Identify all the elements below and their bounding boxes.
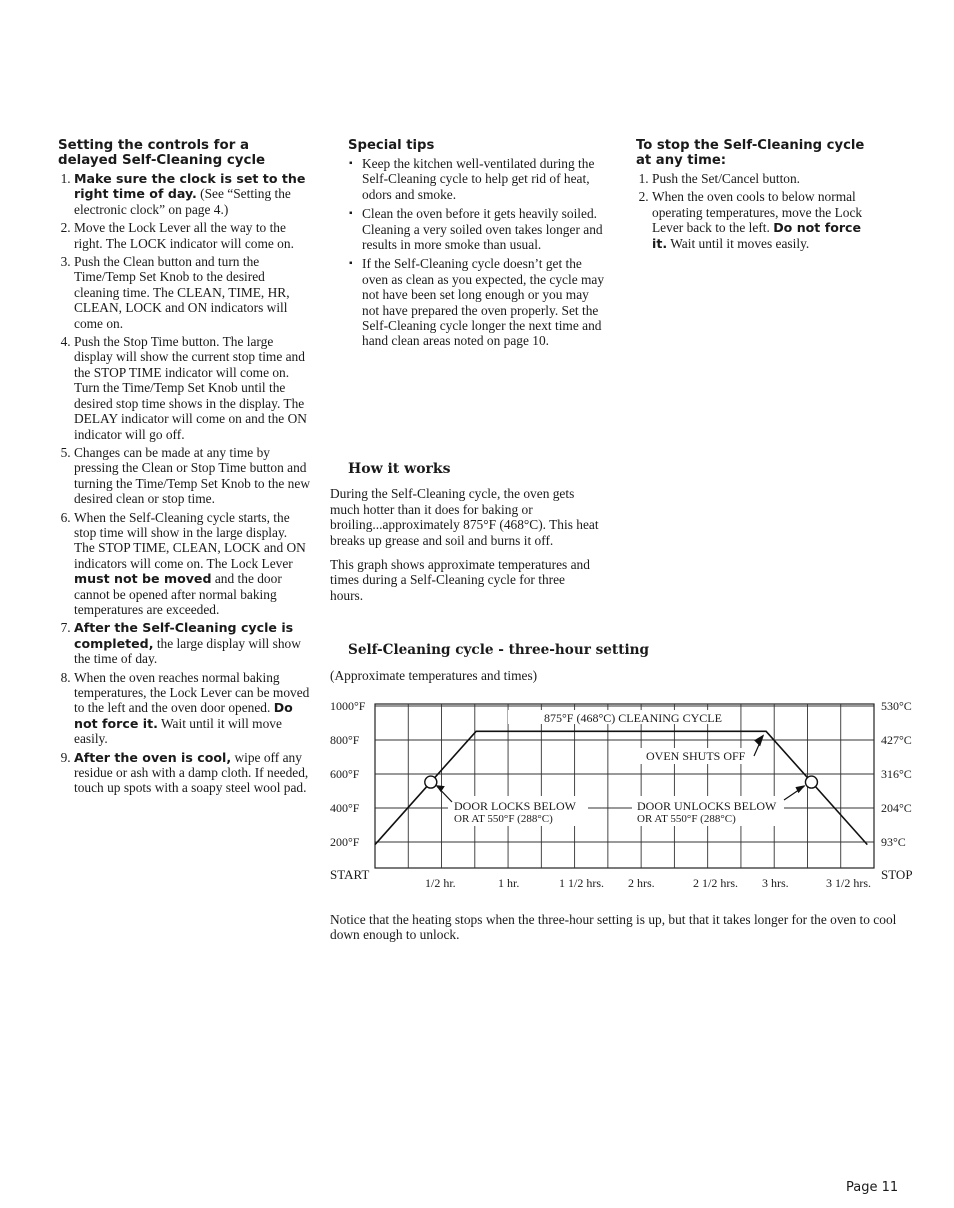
- step-text: When the oven reaches normal baking temperatures, the Lock Lever can be moved to the left and the oven door opened.: [74, 669, 310, 716]
- x-axis-tick-label: 1 1/2 hrs.: [559, 876, 604, 890]
- x-axis-tick-label: 1 hr.: [498, 876, 520, 890]
- cleaning-cycle-label: 875°F (468°C) CLEANING CYCLE: [544, 711, 722, 725]
- stop-cycle-heading: To stop the Self-Cleaning cycle at any time:: [636, 138, 865, 168]
- lock-arrowhead: [436, 785, 445, 792]
- graph-notice: Notice that the heating stops when the three-hour setting is up, but that it takes longer for the oven to cool down enough to unlock.: [330, 912, 897, 943]
- col1-step: [74, 510, 310, 618]
- y-axis-tick-celsius: 204°C: [881, 801, 912, 815]
- tip-item: ▪ If the Self-Cleaning cycle doesn’t get the oven as clean as you expected, the cycle may not have been set long enough or you may not have prepared the oven properly. Set the Self-Cleaning cycle longer the next time and hand clean areas noted on page 10.: [348, 256, 606, 348]
- step-emphasis: After the Self-Cleaning cycle is completed,: [74, 620, 294, 651]
- y-axis-tick-fahrenheit: 400°F: [330, 801, 360, 815]
- tip-item: ▪ Keep the kitchen well-ventilated during the Self-Cleaning cycle to help get rid of heat, odors and smoke.: [348, 156, 606, 202]
- y-axis-tick-fahrenheit: 800°F: [330, 733, 360, 747]
- self-cleaning-temperature-chart: [0, 690, 954, 890]
- y-axis-tick-fahrenheit: 600°F: [330, 767, 360, 781]
- door-unlock-marker: [805, 776, 817, 788]
- col1-step: [74, 445, 310, 507]
- stop-cycle-section: [636, 138, 876, 254]
- graph-heading: Self-Cleaning cycle - three-hour setting: [348, 642, 650, 658]
- step-text: Move the Lock Lever all the way to the right. The LOCK indicator will come on.: [74, 220, 294, 251]
- col1-step: [74, 171, 310, 217]
- col1-step: [74, 254, 310, 331]
- step-emphasis: Make sure the clock is set to the right time of day.: [74, 171, 306, 202]
- x-axis-tick-label: 2 1/2 hrs.: [693, 876, 738, 890]
- oven-shuts-off-label: OVEN SHUTS OFF: [646, 749, 746, 763]
- step-emphasis: After the oven is cool,: [74, 749, 232, 765]
- step-text: Wait until it will move easily.: [74, 715, 282, 747]
- col1-step: [74, 334, 310, 442]
- how-it-works-paragraph-1: During the Self-Cleaning cycle, the oven gets much hotter than it does for baking or broiling...approximately 875°F (468°C). This heat breaks up grease and soil and burns it off.: [330, 486, 599, 548]
- step-text: Wait until it moves easily.: [667, 235, 810, 251]
- door-locks-temp-label: OR AT 550°F (288°C): [454, 813, 553, 825]
- graph-subtitle: (Approximate temperatures and times): [330, 668, 538, 683]
- special-tips-section: [348, 138, 606, 353]
- step-text: When the oven cools to below normal operating temperatures, move the Lock Lever back to the left.: [652, 189, 863, 236]
- temperature-curve: [375, 731, 867, 844]
- y-axis-tick-celsius: 530°C: [881, 699, 912, 713]
- how-it-works-heading: How it works: [348, 461, 451, 477]
- step-emphasis: Do not force it.: [652, 220, 862, 251]
- x-axis-tick-label: STOP: [881, 867, 913, 882]
- step-text: the large display will show the time of day.: [74, 635, 301, 667]
- step-emphasis: must not be moved: [74, 571, 212, 587]
- door-locks-label: DOOR LOCKS BELOW: [454, 799, 576, 813]
- y-axis-tick-fahrenheit: 200°F: [330, 835, 360, 849]
- step-text: and the door cannot be opened after normal baking temperatures are exceeded.: [74, 571, 282, 617]
- step-text: (See “Setting the electronic clock” on page 4.): [74, 186, 291, 217]
- door-unlocks-temp-label: OR AT 550°F (288°C): [637, 813, 736, 825]
- x-axis-tick-label: 3 1/2 hrs.: [826, 876, 871, 890]
- col3-step: [652, 189, 876, 251]
- delayed-clean-heading: Setting the controls for a delayed Self-Cleaning cycle: [58, 138, 266, 168]
- col1-step: [74, 620, 310, 666]
- step-text: Changes can be made at any time by pressing the Clean or Stop Time button and turning the Time/Temp Set Knob to the new desired clean or stop time.: [74, 444, 310, 507]
- y-axis-tick-celsius: 93°C: [881, 835, 906, 849]
- special-tips-heading: Special tips: [348, 138, 435, 153]
- col1-step: [74, 220, 310, 251]
- special-tips-list: [348, 156, 606, 349]
- door-lock-marker: [425, 776, 437, 788]
- step-text: Push the Clean button and turn the Time/Temp Set Knob to the desired cleaning time. The CLEAN, TIME, HR, CLEAN, LOCK and ON indicators will come on.: [74, 254, 290, 331]
- step-emphasis: Do not force it.: [74, 700, 293, 731]
- x-axis-tick-label: 3 hrs.: [762, 876, 789, 890]
- x-axis-tick-label: 1/2 hr.: [425, 876, 456, 890]
- step-text: Push the Set/Cancel button.: [652, 171, 801, 186]
- y-axis-tick-fahrenheit: 1000°F: [330, 699, 366, 713]
- col3-step: [652, 171, 876, 186]
- chart-frame: [375, 704, 874, 868]
- y-axis-tick-celsius: 316°C: [881, 767, 912, 781]
- page-number: Page 11: [846, 1180, 899, 1195]
- how-it-works-section: [330, 462, 600, 603]
- x-axis-tick-label: START: [330, 867, 370, 882]
- stop-cycle-steps: [636, 171, 876, 251]
- step-text: wipe off any residue or ash with a damp cloth. If needed, touch up spots with a soapy steel wool pad.: [74, 749, 309, 796]
- tip-item: ▪ Clean the oven before it gets heavily soiled. Cleaning a very soiled oven takes longer and results in more smoke than usual.: [348, 206, 606, 252]
- step-text: Push the Stop Time button. The large display will show the current stop time and the STOP TIME indicator will come on. Turn the Time/Temp Set Knob until the desired stop time shows in the display. The DELAY indicator will come on and the ON indicator will go off.: [74, 334, 307, 442]
- how-it-works-paragraph-2: This graph shows approximate temperatures and times during a Self-Cleaning cycle for three hours.: [330, 557, 590, 603]
- door-unlocks-label: DOOR UNLOCKS BELOW: [637, 799, 777, 813]
- step-text: When the Self-Cleaning cycle starts, the stop time will show in the large display. The STOP TIME, CLEAN, LOCK and ON indicators will come on. The Lock Lever: [74, 509, 306, 571]
- y-axis-tick-celsius: 427°C: [881, 733, 912, 747]
- x-axis-tick-label: 2 hrs.: [628, 876, 655, 890]
